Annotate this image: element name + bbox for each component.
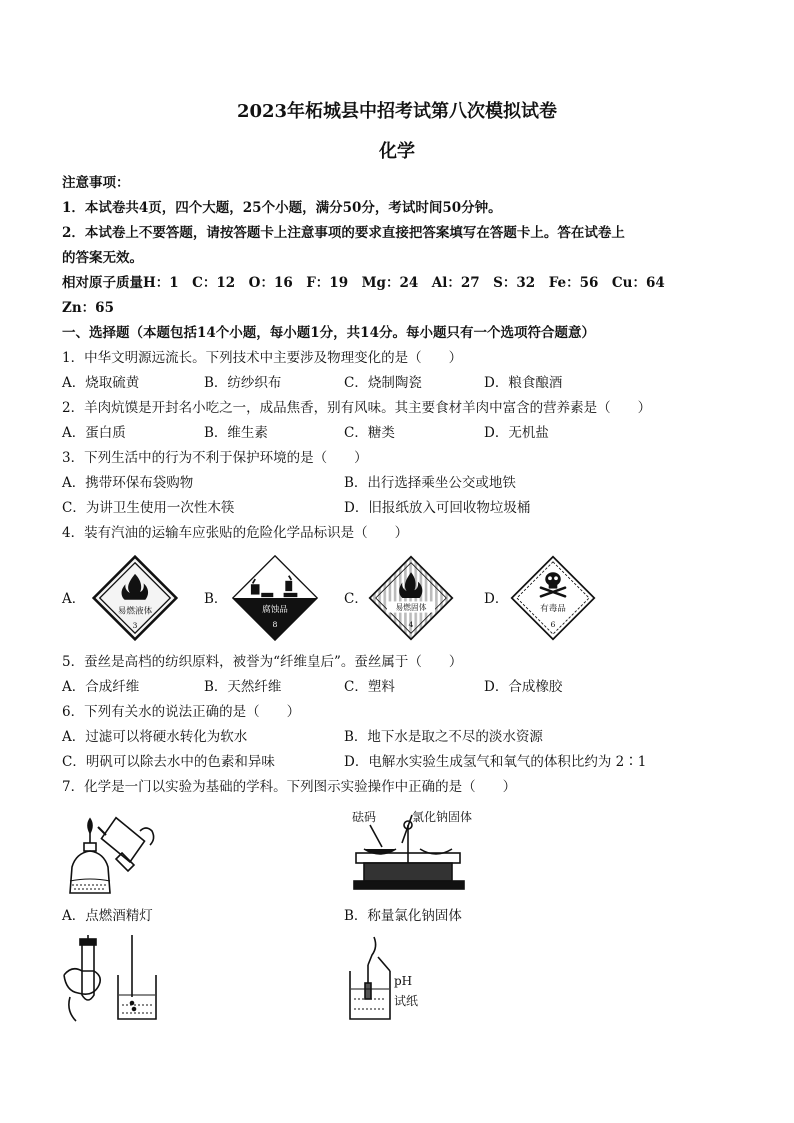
- q4-option-b: B．: [204, 591, 228, 607]
- balance-figure: [350, 805, 480, 900]
- fig-b-weights-label: 砝码: [352, 810, 377, 824]
- q2-option-b: B．维生素: [204, 425, 268, 441]
- q4-stem: 4．装有汽油的运输车应张贴的危险化学品标识是（ ）: [62, 525, 409, 541]
- q2-stem: 2．羊肉炕馍是开封名小吃之一，成品焦香，别有风味。其主要食材羊肉中富含的营养素是（ ）: [62, 400, 652, 416]
- exam-title: 2023年柘城县中招考试第八次模拟试卷: [236, 101, 558, 122]
- q2-option-d: D．无机盐: [484, 425, 549, 441]
- sign-b-number: 8: [272, 620, 278, 630]
- q5-option-d: D．合成橡胶: [484, 679, 563, 695]
- q6-option-b: B．地下水是取之不尽的淡水资源: [344, 729, 543, 745]
- note-2: 2．本试卷上不要答题，请按答题卡上注意事项的要求直接把答案填写在答题卡上。答在试卷上: [62, 225, 625, 241]
- q3-option-c: C．为讲卫生使用一次性木筷: [62, 500, 235, 516]
- q6-option-c: C．明矾可以除去水中的色素和异味: [62, 754, 275, 770]
- notes-heading: 注意事项：: [62, 175, 130, 191]
- fig-d-ph-label: pH: [394, 974, 413, 988]
- fig-d-paper-label: 试纸: [394, 994, 419, 1008]
- sign-a-number: 3: [132, 621, 138, 631]
- toxic-sign: [510, 555, 596, 641]
- atomic-mass-cont: Zn：65: [62, 300, 114, 316]
- sign-d-number: 6: [550, 620, 556, 630]
- q3-option-b: B．出行选择乘坐公交或地铁: [344, 475, 516, 491]
- sign-c-number: 4: [408, 620, 414, 630]
- q5-stem: 5．蚕丝是高档的纺织原料，被誉为“纤维皇后”。蚕丝属于（ ）: [62, 654, 463, 670]
- q1-option-c: C．烧制陶瓷: [344, 375, 422, 391]
- corrosive-sign: [232, 555, 318, 641]
- fig-b-nacl-label: 氯化钠固体: [412, 810, 473, 824]
- q7-option-a: A．点燃酒精灯: [62, 908, 153, 924]
- note-1: 1．本试卷共4页，四个大题，25个小题，满分50分，考试时间50分钟。: [62, 200, 502, 216]
- q3-option-d: D．旧报纸放入可回收物垃圾桶: [344, 500, 531, 516]
- q2-option-a: A．蛋白质: [62, 425, 126, 441]
- q6-stem: 6．下列有关水的说法正确的是（ ）: [62, 704, 301, 720]
- atomic-mass: 相对原子质量H：1 C：12 O：16 F：19 Mg：24 Al：27 S：32 Fe：56 Cu：64: [62, 275, 665, 291]
- q1-option-a: A．烧取硫黄: [62, 375, 140, 391]
- flammable-solid-sign: [368, 555, 454, 641]
- q7-stem: 7．化学是一门以实验为基础的学科。下列图示实验操作中正确的是（ ）: [62, 779, 517, 795]
- sign-c-label: 易燃固体: [395, 603, 427, 613]
- sign-b-label: 腐蚀品: [262, 604, 288, 615]
- airtight-check-figure: [62, 935, 172, 1025]
- sign-a-label: 易燃液体: [117, 606, 153, 617]
- note-2-cont: 的答案无效。: [62, 250, 143, 266]
- q1-stem: 1．中华文明源远流长。下列技术中主要涉及物理变化的是（ ）: [62, 350, 463, 366]
- sign-d-label: 有毒品: [540, 603, 566, 614]
- q4-option-c: C．: [344, 591, 368, 607]
- q2-option-c: C．糖类: [344, 425, 395, 441]
- q4-option-d: D．: [484, 591, 509, 607]
- q5-option-b: B．天然纤维: [204, 679, 282, 695]
- q5-option-a: A．合成纤维: [62, 679, 140, 695]
- q1-option-d: D．粮食酿酒: [484, 375, 563, 391]
- q3-option-a: A．携带环保布袋购物: [62, 475, 194, 491]
- q7-option-b: B．称量氯化钠固体: [344, 908, 462, 924]
- alcohol-lamp-figure: [62, 805, 172, 900]
- q1-option-b: B．纺纱织布: [204, 375, 282, 391]
- flammable-liquid-sign: [92, 555, 178, 641]
- ph-test-figure: [344, 935, 454, 1025]
- section1-heading: 一、选择题（本题包括14个小题，每小题1分，共14分。每小题只有一个选项符合题意）: [62, 325, 595, 341]
- q4-option-a: A．: [62, 591, 86, 607]
- q5-option-c: C．塑料: [344, 679, 395, 695]
- subject-title: 化学: [379, 141, 415, 162]
- q6-option-d: D．电解水实验生成氢气和氧气的体积比约为 2∶1: [344, 754, 647, 770]
- q6-option-a: A．过滤可以将硬水转化为软水: [62, 729, 248, 745]
- q3-stem: 3．下列生活中的行为不利于保护环境的是（ ）: [62, 450, 368, 466]
